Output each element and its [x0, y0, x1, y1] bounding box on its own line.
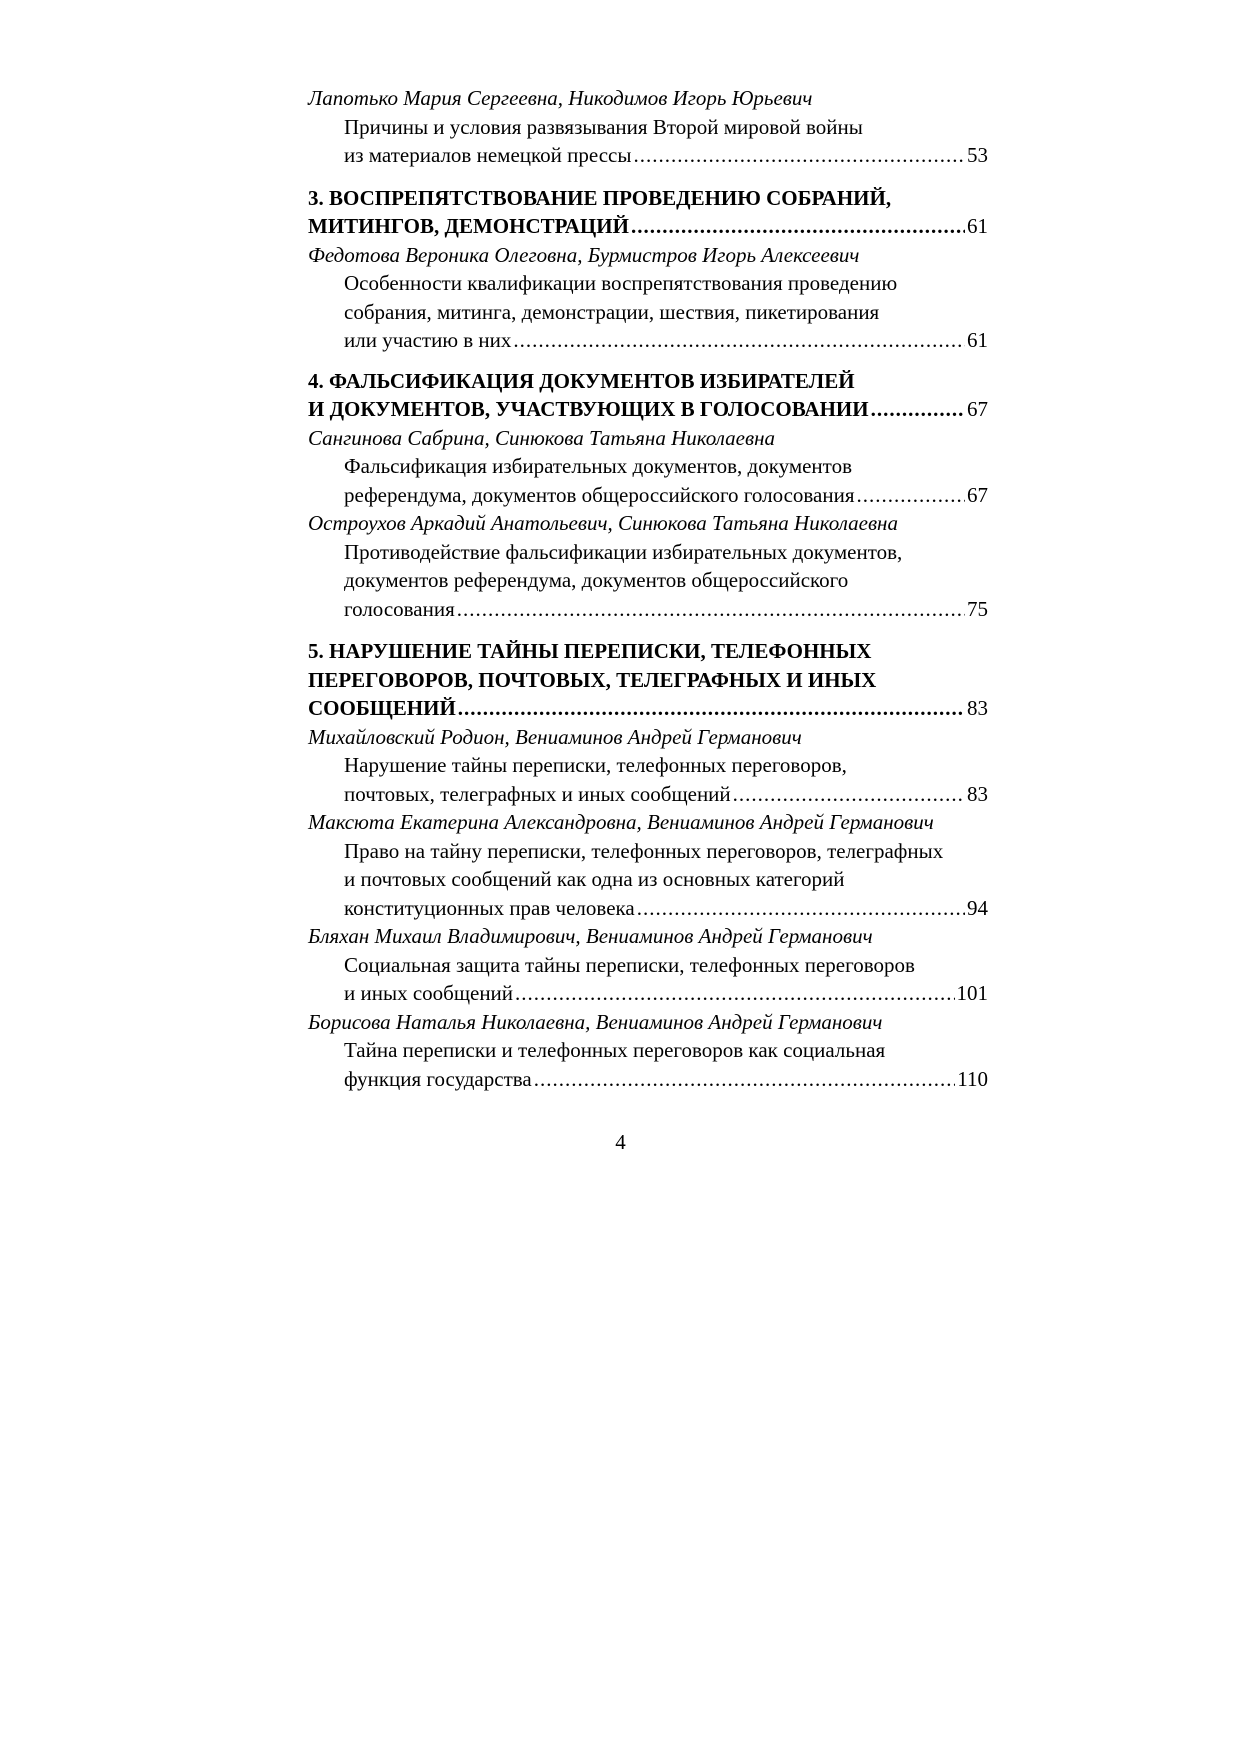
entry-author: Борисова Наталья Николаевна, Вениаминов Андрей Германович — [308, 1009, 883, 1034]
entry-title-line: функция государства — [344, 1066, 532, 1091]
entry-title-leader[interactable] — [308, 595, 988, 624]
entry-title-leader[interactable] — [308, 1065, 988, 1094]
dot-leader — [534, 1065, 956, 1094]
dot-leader — [513, 326, 965, 355]
section-heading-line: 5. НАРУШЕНИЕ ТАЙНЫ ПЕРЕПИСКИ, ТЕЛЕФОННЫХ — [308, 639, 872, 663]
entry-title-line: Нарушение тайны переписки, телефонных переговоров, — [344, 753, 847, 777]
dot-leader — [631, 212, 965, 241]
entry-page-number: 61 — [967, 328, 988, 352]
entry-page-number: 83 — [967, 781, 988, 806]
dot-leader — [458, 694, 965, 723]
entry-page-number: 94 — [967, 895, 988, 920]
entry-title-line: Особенности квалификации воспрепятствования проведению — [344, 271, 898, 295]
section-page-number: 83 — [967, 696, 988, 720]
entry-title-line: из материалов немецкой прессы — [344, 143, 632, 167]
entry-page-number: 67 — [967, 482, 988, 507]
section-heading-leader[interactable] — [308, 694, 988, 723]
dot-leader — [637, 894, 965, 923]
dot-leader — [633, 141, 965, 170]
dot-leader — [515, 979, 954, 1008]
entry-author: Федотова Вероника Олеговна, Бурмистров Игорь Алексеевич — [308, 242, 860, 267]
entry-title-line: голосования — [344, 596, 455, 621]
entry-title-line: почтовых, телеграфных и иных сообщений — [344, 781, 731, 806]
entry-title-line: Социальная защита тайны переписки, телефонных переговоров — [344, 952, 915, 977]
entry-title-leader[interactable] — [308, 326, 988, 355]
entry-page-number: 75 — [967, 596, 988, 621]
entry-title-line: документов референдума, документов общероссийского — [344, 568, 849, 592]
entry-title-leader[interactable] — [308, 141, 988, 170]
dot-leader — [871, 395, 965, 424]
entry-author: Лапотько Мария Сергеевна, Никодимов Игорь Юрьевич — [308, 86, 813, 110]
section-heading-line: МИТИНГОВ, ДЕМОНСТРАЦИЙ — [308, 214, 629, 238]
section-heading-leader[interactable] — [308, 212, 988, 241]
section-page-number: 61 — [967, 214, 988, 238]
table-of-contents — [308, 84, 988, 1093]
entry-page-number: 53 — [967, 143, 988, 167]
entry-title-leader[interactable] — [308, 979, 988, 1008]
entry-title-line: Право на тайну переписки, телефонных переговоров, телеграфных — [344, 838, 944, 863]
entry-title-line: Причины и условия развязывания Второй мировой войны — [344, 114, 863, 139]
entry-title-line: референдума, документов общероссийского голосования — [344, 482, 855, 507]
section-heading-leader[interactable] — [308, 395, 988, 424]
entry-title-line: и почтовых сообщений как одна из основных категорий — [344, 867, 845, 891]
entry-page-number: 101 — [956, 981, 988, 1005]
entry-author: Максюта Екатерина Александровна, Вениаминов Андрей Германович — [308, 810, 934, 834]
section-heading-line: 3. ВОСПРЕПЯТСТВОВАНИЕ ПРОВЕДЕНИЮ СОБРАНИЙ, — [308, 185, 892, 210]
section-heading-line: СООБЩЕНИЙ — [308, 696, 456, 720]
page-number: 4 — [615, 1130, 626, 1154]
entry-title-line: и иных сообщений — [344, 981, 514, 1005]
entry-author: Сангинова Сабрина, Синюкова Татьяна Николаевна — [308, 425, 776, 450]
section-heading-line: И ДОКУМЕНТОВ, УЧАСТВУЮЩИХ В ГОЛОСОВАНИИ — [308, 397, 869, 421]
entry-title-leader[interactable] — [308, 481, 988, 510]
entry-title-line: собрания, митинга, демонстрации, шествия, пикетирования — [344, 299, 880, 324]
entry-title-line: Противодействие фальсификации избирательных документов, — [344, 539, 903, 564]
section-heading-line: 4. ФАЛЬСИФИКАЦИЯ ДОКУМЕНТОВ ИЗБИРАТЕЛЕЙ — [308, 368, 855, 393]
entry-title-line: или участию в них — [344, 328, 512, 352]
entry-title-leader[interactable] — [308, 894, 988, 923]
section-page-number: 67 — [967, 397, 988, 421]
entry-author: Остроухов Аркадий Анатольевич, Синюкова Татьяна Николаевна — [308, 511, 898, 535]
entry-page-number: 110 — [957, 1066, 988, 1091]
dot-leader — [457, 595, 965, 624]
entry-title-line: Тайна переписки и телефонных переговоров как социальная — [344, 1038, 886, 1062]
entry-author: Бляхан Михаил Владимирович, Вениаминов Андрей Германович — [308, 924, 873, 948]
entry-title-line: Фальсификация избирательных документов, документов — [344, 454, 852, 478]
dot-leader — [857, 481, 965, 510]
dot-leader — [733, 780, 965, 809]
entry-title-line: конституционных прав человека — [344, 895, 635, 920]
section-heading-line: ПЕРЕГОВОРОВ, ПОЧТОВЫХ, ТЕЛЕГРАФНЫХ И ИНЫХ — [308, 667, 877, 692]
entry-author: Михайловский Родион, Вениаминов Андрей Германович — [308, 724, 802, 749]
entry-title-leader[interactable] — [308, 780, 988, 809]
